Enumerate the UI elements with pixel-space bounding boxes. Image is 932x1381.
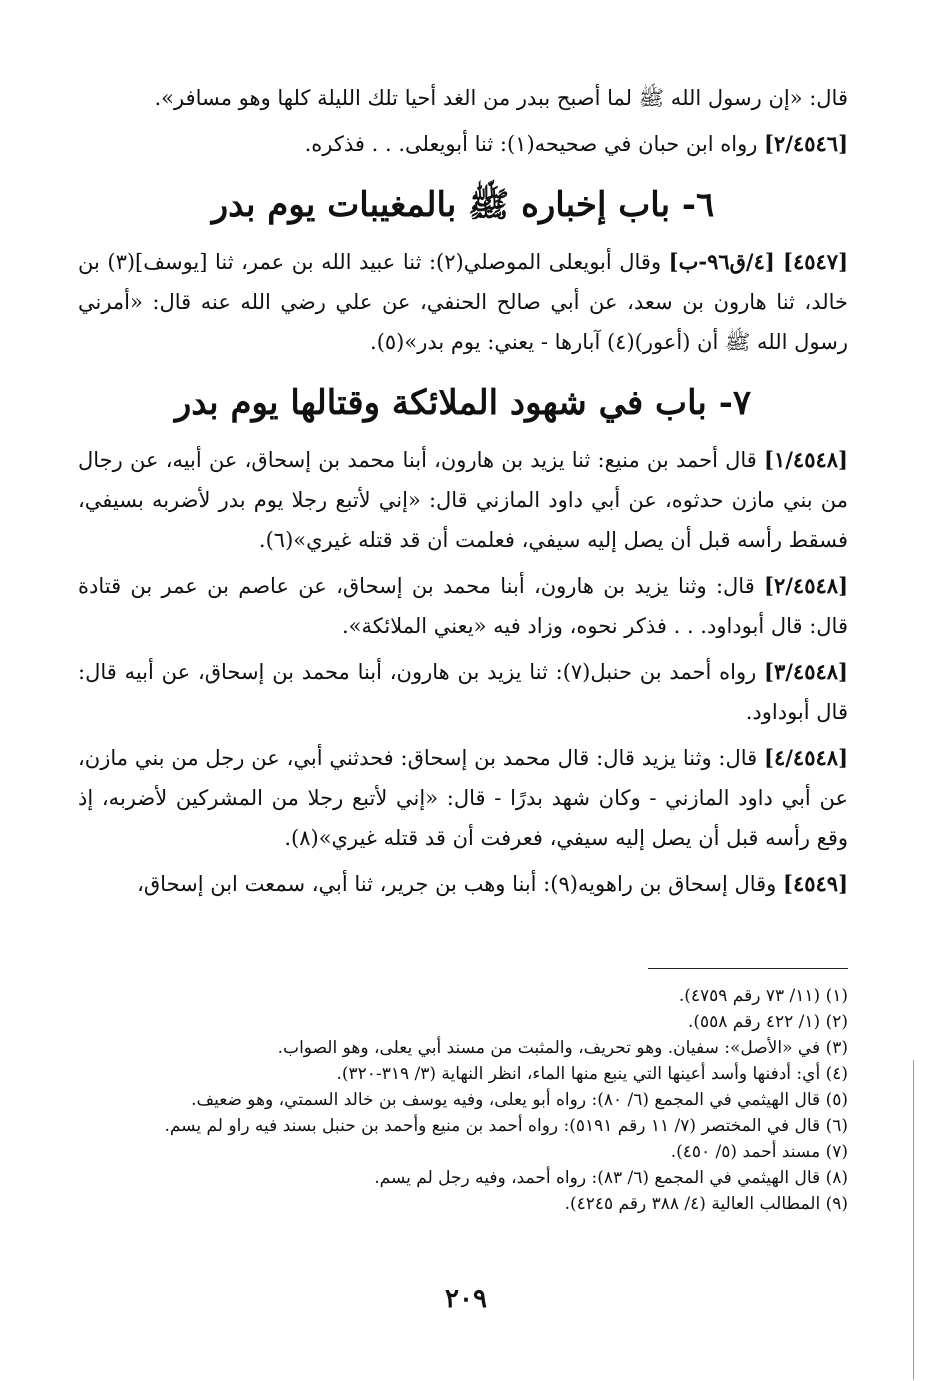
hadith-ref: [١/٤٥٤٨] xyxy=(764,447,848,472)
chapter-heading-7: ٧- باب في شهود الملائكة وقتالها يوم بدر xyxy=(174,383,752,423)
paragraph-5 xyxy=(78,566,848,646)
page-number: ٢٠٩ xyxy=(445,1284,487,1314)
hadith-ref: [٤٥٤٩] xyxy=(783,871,848,896)
main-text xyxy=(78,78,848,910)
paragraph-text: قال أحمد بن منيع: ثنا يزيد بن هارون، أبنا محمد بن إسحاق، عن أبيه، عن رجال من بني مازن حدثوه، عن أبي داود المازني قال: «إني لأتبع رجلا يوم بدر لأضربه بسيفي، فسقط رأسه قبل أن يصل إليه سيفي، فعلمت أن قد قتله غيري»(٦). xyxy=(78,448,848,552)
paragraph-3 xyxy=(78,242,848,362)
hadith-ref: [٢/٤٥٤٨] xyxy=(764,573,848,598)
footnotes xyxy=(78,968,848,1217)
chapter-heading-6: ٦- باب إخباره ﷺ بالمغيبات يوم بدر xyxy=(211,185,715,225)
footnote: (١) (١١/ ٧٣ رقم ٤٧٥٩). xyxy=(678,986,848,1006)
hadith-ref: [٤/٤٥٤٨] xyxy=(764,745,848,770)
footnote: (٨) قال الهيثمي في المجمع (٦/ ٨٣): رواه أحمد، وفيه رجل لم يسم. xyxy=(374,1168,848,1188)
footnote: (٣) في «الأصل»: سفيان. وهو تحريف، والمثبت من مسند أبي يعلى، وهو الصواب. xyxy=(277,1038,848,1058)
hadith-ref: [٣/٤٥٤٨] xyxy=(764,659,848,684)
paragraph-2 xyxy=(78,124,848,164)
footnote: (٥) قال الهيثمي في المجمع (٦/ ٨٠): رواه أبو يعلى، وفيه يوسف بن خالد السمتي، وهو ضعيف. xyxy=(191,1090,848,1110)
paragraph-text: وقال إسحاق بن راهويه(٩): أبنا وهب بن جرير، ثنا أبي، سمعت ابن إسحاق، xyxy=(137,872,777,896)
footnote: (٧) مسند أحمد (٥/ ٤٥٠). xyxy=(670,1142,848,1162)
footnote: (٩) المطالب العالية (٤/ ٣٨٨ رقم ٤٢٤٥). xyxy=(564,1194,848,1214)
paragraph-6 xyxy=(78,652,848,732)
hadith-ref: [٤٥٤٧] [٤/ق٩٦-ب] xyxy=(668,249,849,274)
paragraph-7 xyxy=(78,738,848,858)
footnote: (٤) أي: أدفنها وأسد أعينها التي ينبع منها الماء، انظر النهاية (٣/ ٣١٩-٣٢٠). xyxy=(336,1064,848,1084)
paragraph-4 xyxy=(78,440,848,560)
footnote-rule xyxy=(648,968,848,969)
paragraph-text: قال: وثنا يزيد بن هارون، أبنا محمد بن إسحاق، عن عاصم بن عمر بن قتادة قال: قال أبوداود. . . فذكر نحوه، وزاد فيه «يعني الملائكة». xyxy=(78,574,848,638)
footnote: (٦) قال في المختصر (٧/ ١١ رقم ٥١٩١): رواه أحمد بن منيع وأحمد بن حنبل بسند فيه راو لم يسم. xyxy=(164,1116,848,1136)
footnote: (٢) (١/ ٤٢٢ رقم ٥٥٨). xyxy=(687,1012,848,1032)
paragraph-text: رواه ابن حبان في صحيحه(١): ثنا أبويعلى. . . فذكره. xyxy=(304,132,758,156)
paragraph-text: وقال أبويعلى الموصلي(٢): ثنا عبيد الله بن عمر، ثنا [يوسف](٣) بن خالد، ثنا هارون بن سعد، عن أبي صالح الحنفي، عن علي رضي الله عنه قال: «أمرني رسول الله ﷺ أن (أعور)(٤) آبارها - يعني: يوم بدر»(٥). xyxy=(78,250,848,354)
scan-edge-line xyxy=(913,1060,914,1380)
hadith-ref: [٢/٤٥٤٦] xyxy=(764,131,848,156)
paragraph-text: قال: وثنا يزيد قال: قال محمد بن إسحاق: فحدثني أبي، عن رجل من بني مازن، عن أبي داود المازني - وكان شهد بدرًا - قال: «إني لأتبع رجلا من المشركين لأضربه، إذ وقع رأسه قبل أن يصل إليه سيفي، فعرفت أن قد قتله غيري»(٨). xyxy=(78,746,848,850)
paragraph-text: رواه أحمد بن حنبل(٧): ثنا يزيد بن هارون، أبنا محمد بن إسحاق، عن أبيه قال: قال أبوداود. xyxy=(78,660,848,724)
paragraph-1: قال: «إن رسول الله ﷺ لما أصبح ببدر من الغد أحيا تلك الليلة كلها وهو مسافر». xyxy=(154,86,848,110)
paragraph-8 xyxy=(78,864,848,904)
